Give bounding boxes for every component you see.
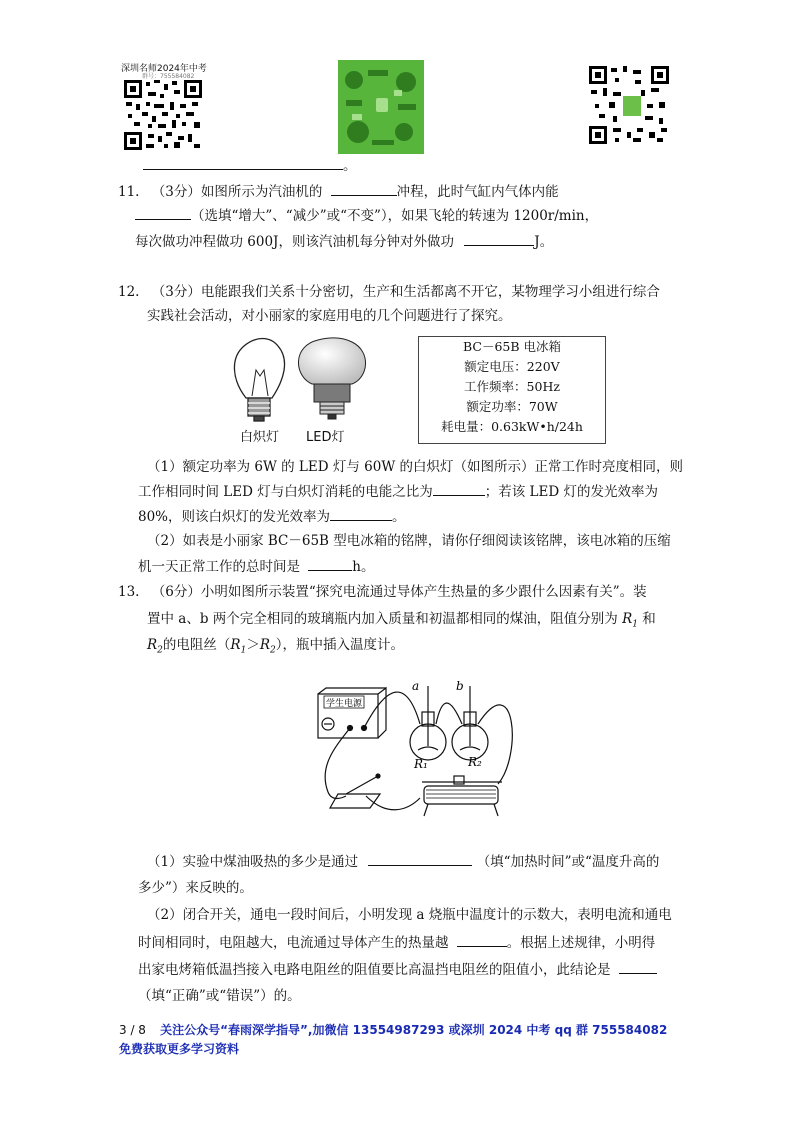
q11-blank1[interactable] bbox=[331, 181, 397, 196]
incandescent-bulb-icon bbox=[234, 339, 284, 422]
label-a: a bbox=[412, 679, 420, 693]
qr-left-caption: 深圳名师2024年中考 bbox=[121, 64, 207, 74]
label-r2: R₂ bbox=[468, 755, 482, 769]
qr-code-right bbox=[589, 66, 669, 144]
q13-p1-line2: 多少”）来反映的。 bbox=[138, 880, 253, 896]
q13-blank3[interactable] bbox=[619, 959, 657, 974]
fridge-nameplate bbox=[418, 336, 606, 444]
q13-p2-line3: 出家电烤箱低温挡接入电路电阻丝的阻值要比高温挡电阻丝的阻值小，此结论是 bbox=[138, 959, 657, 980]
led-label: LED灯 bbox=[306, 430, 345, 445]
q13-p1-line1: （1）实验中煤油吸热的多少是通过 （填“加热时间”或“温度升高的 bbox=[147, 851, 659, 872]
q12-p1-line2: 工作相同时间 LED 灯与白炽灯消耗的电能之比为 ；若该 LED 灯的发光效率为 bbox=[138, 481, 658, 502]
q11-line2: （选填“增大”、“减少”或“不变”），如果飞轮的转速为 1200r/min， bbox=[135, 205, 598, 226]
q12-line2: 实践社会活动，对小丽家的家庭用电的几个问题进行了探究。 bbox=[147, 308, 512, 324]
q12-blank1[interactable] bbox=[433, 481, 485, 496]
q13-blank2[interactable] bbox=[457, 932, 507, 947]
prev-answer-line bbox=[143, 155, 357, 176]
q12-p1-line3: 80%，则该白炽灯的发光效率为 。 bbox=[138, 506, 406, 527]
label-b: b bbox=[456, 679, 464, 693]
q12-line1: 12. （3分）电能跟我们关系十分密切，生产和生活都离不开它，某物理学习小组进行综合 bbox=[118, 284, 660, 300]
q11-number: 11. bbox=[118, 184, 140, 200]
q12-p2-line2: 机一天正常工作的总时间是 h。 bbox=[138, 556, 375, 577]
led-bulb-icon bbox=[298, 338, 365, 419]
q13-p2-line4: （填“正确”或“错误”）的。 bbox=[138, 988, 301, 1004]
q13-p2-line2: 时间相同时，电阻越大，电流通过导体产生的热量越 。根据上述规律，小明得 bbox=[138, 932, 655, 953]
q11-blank3[interactable] bbox=[464, 231, 534, 246]
footer-line2: 免费获取更多学习资料 bbox=[119, 1042, 240, 1056]
q12-blank2[interactable] bbox=[330, 506, 392, 521]
nameplate-line: BC－65B 电冰箱 bbox=[462, 339, 562, 354]
circuit-figure bbox=[316, 666, 516, 826]
qr-left-subcaption: 群号：755584082 bbox=[142, 73, 195, 80]
q13-blank1[interactable] bbox=[368, 851, 472, 866]
circuit-drawing bbox=[316, 666, 516, 826]
incandescent-label: 白炽灯 bbox=[240, 430, 280, 445]
nameplate-line: 额定电压：220V bbox=[464, 359, 560, 374]
q12-number: 12. bbox=[118, 284, 140, 300]
label-r1: R₁ bbox=[414, 757, 428, 771]
q12-blank3[interactable] bbox=[308, 556, 352, 571]
prev-tail: 。 bbox=[343, 158, 357, 174]
q11-blank2[interactable] bbox=[135, 205, 191, 220]
bulbs-drawing bbox=[226, 336, 376, 426]
qr-code-left bbox=[124, 80, 202, 150]
q12-p2-line1: （2）如表是小丽家 BC－65B 型电冰箱的铭牌，请你仔细阅读该铭牌，该电冰箱的压缩 bbox=[147, 533, 671, 549]
qr-code-center bbox=[338, 60, 424, 154]
q12-p1-line1: （1）额定功率为 6W 的 LED 灯与 60W 的白炽灯（如图所示）正常工作时亮度相同，则 bbox=[147, 459, 683, 475]
q13-line2: 置中 a、b 两个完全相同的玻璃瓶内加入质量和初温都相同的煤油，阻值分别为 $R_1$ 和 bbox=[147, 611, 656, 630]
footer-line1: 3 / 8 关注公众号“春雨深学指导”,加微信 13554987293 或深圳 2024 中考 qq 群 755584082 bbox=[119, 1023, 668, 1037]
power-supply-label: 学生电源 bbox=[326, 699, 363, 709]
nameplate-line: 耗电量：0.63kW•h/24h bbox=[441, 419, 583, 434]
nameplate-line: 工作频率：50Hz bbox=[464, 379, 560, 394]
q11-line1: 11. （3分）如图所示为汽油机的 冲程，此时气缸内气体内能 bbox=[118, 181, 559, 202]
q11-line3: 每次做功冲程做功 600J，则该汽油机每分钟对外做功 J。 bbox=[135, 231, 553, 252]
q13-p2-line1: （2）闭合开关，通电一段时间后，小明发现 a 烧瓶中温度计的示数大，表明电流和通电 bbox=[147, 907, 672, 923]
nameplate-line: 额定功率：70W bbox=[466, 399, 558, 414]
q13-line3: $R_2$的电阻丝$(R_1>R_2)$，瓶中插入温度计。 bbox=[147, 637, 404, 656]
q13-line1: 13. （6分）小明如图所示装置“探究电流通过导体产生热量的多少跟什么因素有关”。装 bbox=[118, 584, 647, 600]
q13-number: 13. bbox=[118, 584, 140, 600]
page-number: 3 / 8 bbox=[119, 1023, 146, 1037]
bulbs-figure bbox=[226, 336, 376, 446]
